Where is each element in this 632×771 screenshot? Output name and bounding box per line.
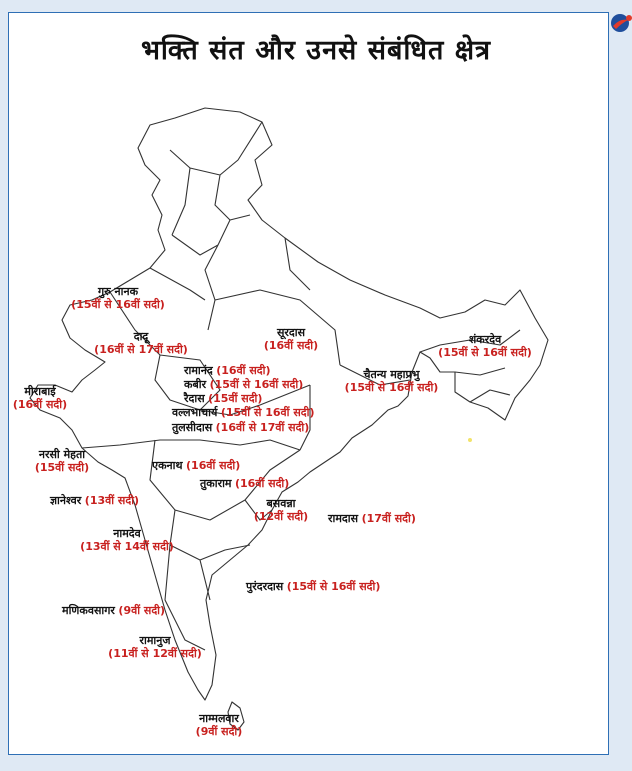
saint-shankardev (430, 333, 540, 359)
saint-kabir (184, 378, 303, 391)
saint-era: (15वीं से 16वीं सदी) (344, 381, 439, 394)
saint-era: (17वीं सदी) (361, 512, 416, 525)
saint-era: (11वीं से 12वीं सदी) (108, 647, 202, 660)
saint-guru-nanak (68, 285, 168, 311)
saint-eknath (152, 459, 240, 472)
saint-name: ज्ञानेश्वर (50, 494, 82, 507)
saint-era: (16वीं सदी) (12, 398, 68, 411)
saint-era: (13वीं सदी) (84, 494, 140, 507)
saint-name: शंकरदेव (468, 333, 502, 346)
saint-name: कबीर (184, 378, 207, 391)
saint-tulsidas (172, 421, 309, 434)
saint-name: सूरदास (276, 326, 306, 339)
saint-name: नाम्मलवार (199, 712, 239, 725)
saint-era: (16वीं सदी) (263, 339, 319, 352)
saint-name: तुलसीदास (172, 421, 213, 434)
saint-name: चैतन्य महाप्रभु (363, 368, 420, 381)
saint-name: वल्लभाचार्य (172, 406, 218, 419)
saint-era: (15वीं से 16वीं सदी) (220, 406, 315, 419)
saint-name: तुकाराम (200, 477, 232, 490)
saint-era: (12वीं सदी) (253, 510, 309, 523)
saint-name: नामदेव (113, 527, 141, 540)
saint-basavanna (246, 497, 316, 523)
saint-ramanuja (100, 634, 210, 660)
saint-name: मीराबाई (24, 385, 56, 398)
saint-name: रामानंद (184, 364, 213, 377)
saint-purandardas (246, 580, 380, 593)
saint-era: (16वीं से 17वीं सदी) (94, 343, 188, 356)
saint-era: (9वीं सदी) (195, 725, 243, 738)
island-marker (468, 438, 472, 442)
saint-name: एकनाथ (152, 459, 183, 472)
saint-narsi-mehta (22, 448, 102, 474)
saint-name: रैदास (184, 392, 205, 405)
saint-dadu (86, 330, 196, 356)
saint-namdev (72, 527, 182, 553)
saint-name: गुरु नानक (97, 285, 139, 298)
saint-era: (15वीं सदी) (34, 461, 90, 474)
saint-era: (15वीं से 16वीं सदी) (438, 346, 532, 359)
saint-name: नरसी मेहता (38, 448, 86, 461)
saint-era: (16वीं सदी) (235, 477, 290, 490)
saint-name: पुरंदरदास (246, 580, 284, 593)
saint-chaitanya (334, 368, 449, 394)
map-title: भक्ति संत और उनसे संबंधित क्षेत्र (140, 35, 492, 66)
saint-ramdas (328, 512, 416, 525)
saint-name: मणिकवसागर (62, 604, 115, 617)
saint-era: (15वीं से 16वीं सदी) (286, 580, 381, 593)
saint-dnyaneshwar (50, 494, 139, 507)
saint-vallabhacharya (172, 406, 315, 419)
saint-era: (15वीं से 16वीं सदी) (71, 298, 165, 311)
saint-raidas (184, 392, 262, 405)
saint-era: (15वीं से 16वीं सदी) (209, 378, 304, 391)
saint-era: (13वीं से 14वीं सदी) (80, 540, 174, 553)
saint-nammalvar (184, 712, 254, 738)
saint-era: (16वीं सदी) (216, 364, 271, 377)
saint-name: रामदास (328, 512, 359, 525)
saint-ramanand (184, 364, 271, 377)
saint-mirabai (10, 385, 70, 411)
saint-name: रामानुज (139, 634, 171, 647)
saint-name: बसवन्ना (266, 497, 296, 510)
saint-tukaram (200, 477, 289, 490)
saint-era: (16वीं से 17वीं सदी) (215, 421, 310, 434)
saint-era: (9वीं सदी) (118, 604, 166, 617)
saint-name: दादू (133, 330, 149, 343)
saint-surdas (256, 326, 326, 352)
saint-manikavasagar (62, 604, 165, 617)
saint-era: (16वीं सदी) (186, 459, 241, 472)
saint-era: (15वीं सदी) (208, 392, 263, 405)
